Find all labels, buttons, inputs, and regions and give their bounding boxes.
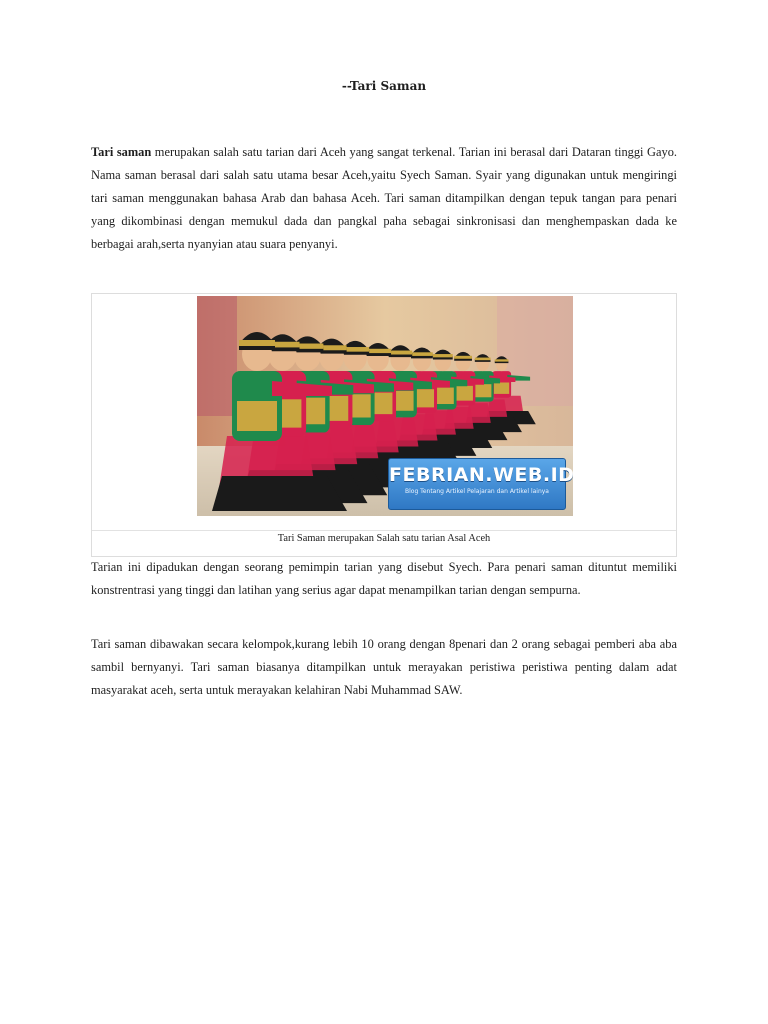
dancer-part	[475, 358, 491, 361]
dancer-part	[388, 351, 412, 355]
dancer-part	[239, 340, 275, 346]
dancer-part	[494, 383, 509, 394]
dancer-part	[495, 359, 509, 361]
figure-caption: Tari Saman merupakan Salah satu tarian Asal Aceh	[277, 533, 491, 544]
figure-frame	[91, 293, 677, 557]
paragraph-group: Tari saman dibawakan secara kelompok,kurang lebih 10 orang dengan 8penari dan 2 orang sebagai pemberi aba aba sambil bernyanyi. Tari saman biasanya ditampilkan untuk merayakan peristiwa peristiwa penting dalam adat masyarakat aceh, serta untuk merayakan kelahiran Nabi Muhammad SAW.	[91, 637, 677, 697]
paragraph-intro	[91, 141, 677, 256]
figure-divider	[92, 530, 676, 531]
dancer-part	[237, 401, 277, 431]
dancer-part	[474, 384, 491, 397]
dancer-part	[212, 476, 347, 511]
dancer-part	[433, 354, 453, 357]
document-title: --Tari Saman	[341, 79, 427, 93]
watermark-subtitle: Blog Tentang Artikel Pelajaran dan Artikel lainya	[405, 488, 549, 495]
paragraph-syech: Tarian ini dipadukan dengan seorang pemimpin tarian yang disebut Syech. Para penari saman dituntut memiliki konstrentrasi yang tinggi dan latihan yang serius agar dapat menampilkan tarian dengan sempurna.	[91, 560, 677, 597]
watermark-badge	[388, 458, 575, 510]
paragraph-intro-bold-lead: Tari saman	[91, 145, 152, 159]
watermark-title: FEBRIAN.WEB.ID	[389, 464, 575, 486]
dancer-part	[454, 356, 472, 359]
paragraph-intro-text: merupakan salah satu tarian dari Aceh yang sangat terkenal. Tarian ini berasal dari Dataran tinggi Gayo. Nama saman berasal dari salah satu utama besar Aceh,yaitu Syech Saman. Syair yang digunakan untuk mengiringi tari saman menggunakan bahasa Arab dan bahasa Aceh. Tari saman ditampilkan dengan tepuk tangan para penari yang dikombinasi dengan memukul dada dan pangkal paha sebagai sinkronisasi dan menghempaskan dada ke berbagai arah,serta nyanyian atau suara penyanyi.	[91, 145, 677, 251]
dancer-part	[411, 352, 433, 356]
